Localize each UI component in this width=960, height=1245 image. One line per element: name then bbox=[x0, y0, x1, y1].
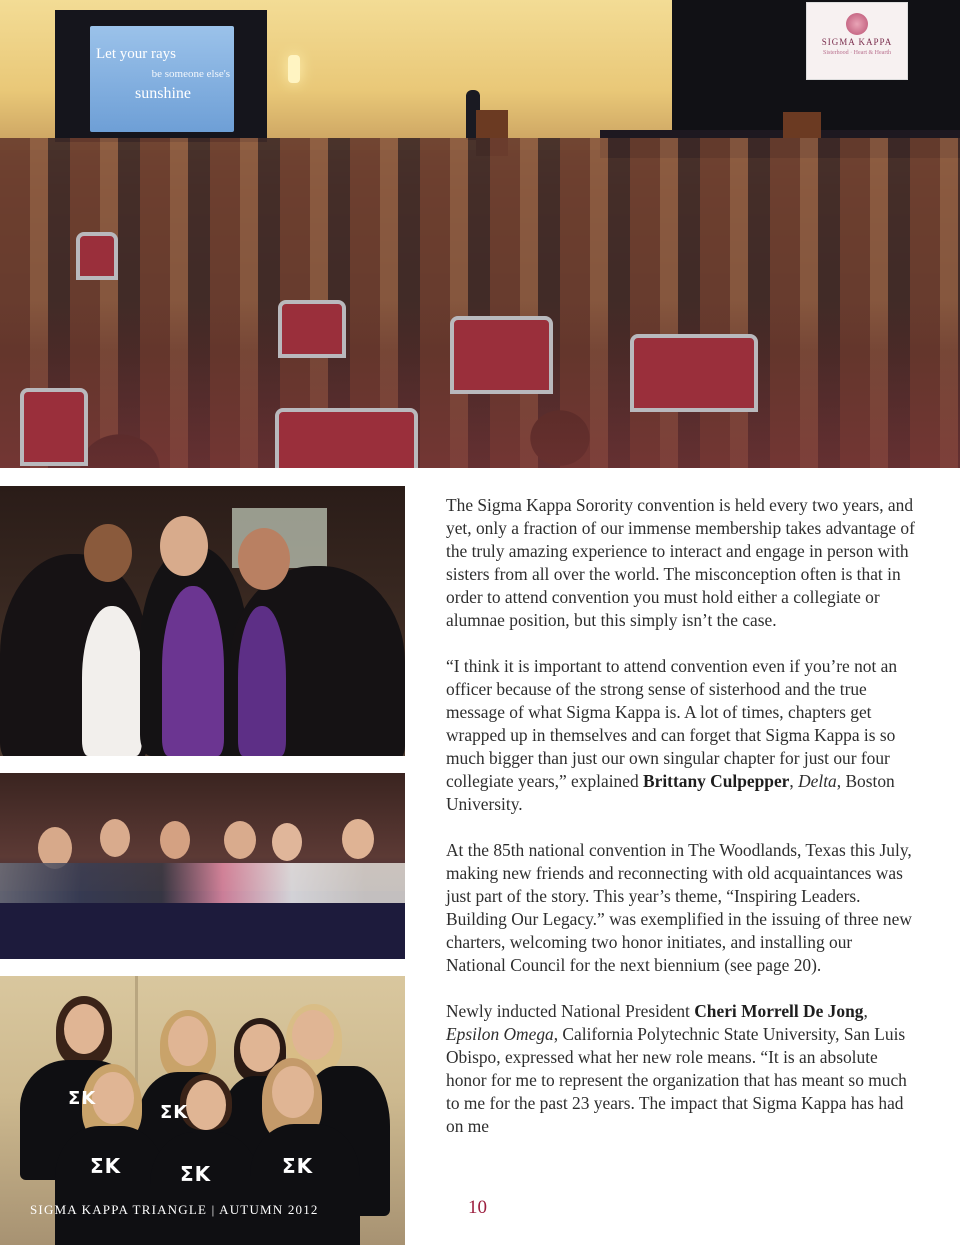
head bbox=[64, 1004, 104, 1054]
chair bbox=[450, 316, 553, 394]
paragraph: The Sigma Kappa Sorority convention is held every two years, and yet, only a fraction of our immense membership takes advantage of the truly amazing experience to interact and engage in person with sisters from all over the world. The misconception often is that in order to attend convention you must hold either a collegiate or alumnae position, but this simply isn’t the case. bbox=[446, 495, 915, 630]
banner-name: SIGMA KAPPA bbox=[821, 37, 893, 47]
chair bbox=[278, 300, 346, 358]
person-face bbox=[272, 823, 302, 861]
jersey bbox=[150, 1132, 260, 1245]
head bbox=[292, 1010, 334, 1060]
jersey bbox=[250, 1124, 360, 1245]
head bbox=[168, 1016, 208, 1066]
head bbox=[186, 1080, 226, 1130]
chair bbox=[275, 408, 418, 468]
quote-text: “I think it is important to attend convention even if you’re not an officer because of the strong sense of sisterhood and the true message of what Sigma Kappa is. A lot of times, chapters get wrapped up in themselves and can forget that Sigma Kappa is so much bigger than just our own singular chapter for just our four collegiate years,” explained bbox=[446, 656, 898, 791]
person-left-face bbox=[84, 524, 132, 582]
jersey-letters: ΣΚ bbox=[160, 1102, 189, 1123]
podium-right bbox=[783, 112, 821, 138]
article-body bbox=[446, 494, 916, 1161]
person-right-shirt bbox=[238, 606, 286, 756]
person-face bbox=[342, 819, 374, 859]
person-name: Brittany Culpepper bbox=[643, 771, 790, 791]
rose-logo-icon bbox=[846, 13, 868, 35]
person-face bbox=[224, 821, 256, 859]
paragraph-rest: , California Polytechnic State University, San Luis Obispo, expressed what her new role means. “It is an absolute honor for me to represent the organization that has meant so much to me for the past 23 years. The impact that Sigma Kappa has had on me bbox=[446, 1024, 907, 1136]
chair bbox=[630, 334, 758, 412]
person-left-shirt bbox=[82, 606, 142, 756]
jersey-letters: ΣΚ bbox=[282, 1154, 314, 1178]
jersey-letters: ΣΚ bbox=[90, 1154, 122, 1178]
screen-line-2: be someone else's bbox=[151, 68, 230, 80]
person-middle-shirt bbox=[162, 586, 224, 756]
paragraph: “I think it is important to attend convention even if you’re not an officer because of the strong sense of sisterhood and the true message of what Sigma Kappa is. A lot of times, chapters get wrapped up in themselves and can forget that Sigma Kappa is so much bigger than just our own singular chapter for just our four collegiate years,” explained Brittany Culpepper, Delta, Boston University. bbox=[446, 656, 898, 814]
jersey-letters: ΣΚ bbox=[180, 1162, 212, 1186]
person-right-face bbox=[238, 528, 290, 590]
screen-text bbox=[96, 44, 230, 104]
publication-footer: SIGMA KAPPA TRIANGLE | AUTUMN 2012 bbox=[30, 1202, 319, 1217]
paragraph: At the 85th national convention in The Woodlands, Texas this July, making new friends and reconnecting with old acquaintances was just part of the story. This year’s theme, “Inspiring Leaders. Building Our Legacy.” was exemplified in the issuing of three new charters, welcoming two honor initiates, and installing our National Council for the next biennium (see page 20). bbox=[446, 840, 912, 975]
chapter-name: Delta bbox=[798, 771, 837, 791]
person-face bbox=[100, 819, 130, 857]
chair bbox=[20, 388, 88, 466]
table-photo bbox=[0, 773, 405, 959]
person-face bbox=[160, 821, 190, 859]
seated-attendees bbox=[0, 863, 405, 903]
sigma-kappa-banner bbox=[806, 2, 908, 80]
jersey-letters: ΣΚ bbox=[68, 1088, 97, 1109]
person-name: Cheri Morrell De Jong bbox=[694, 1001, 864, 1021]
trio-photo bbox=[0, 486, 405, 756]
chapter-name: Epsilon Omega bbox=[446, 1024, 554, 1044]
banner-subtitle: Sisterhood · Heart & Hearth bbox=[823, 50, 891, 56]
school-name: , Boston University. bbox=[446, 771, 895, 814]
person-middle-face bbox=[160, 516, 208, 576]
screen-line-1: Let your rays bbox=[96, 46, 176, 62]
page-number: 10 bbox=[468, 1197, 487, 1218]
paragraph: Newly inducted National President Cheri Morrell De Jong, Epsilon Omega, California Polytechnic State University, San Luis Obispo, expressed what her new role means. “It is an absolute honor for me to represent the organization that has meant so much to me for the past 23 years. The impact that Sigma Kappa has had on me bbox=[446, 1001, 907, 1136]
wall-sconce bbox=[288, 55, 300, 83]
projection-screen bbox=[90, 26, 234, 132]
intro-text: Newly inducted National President bbox=[446, 1001, 695, 1021]
jersey bbox=[55, 1126, 165, 1245]
chair bbox=[76, 232, 118, 280]
hero-convention-photo bbox=[0, 0, 960, 468]
head bbox=[92, 1072, 134, 1124]
head bbox=[272, 1066, 314, 1118]
screen-line-3: sunshine bbox=[135, 85, 191, 102]
